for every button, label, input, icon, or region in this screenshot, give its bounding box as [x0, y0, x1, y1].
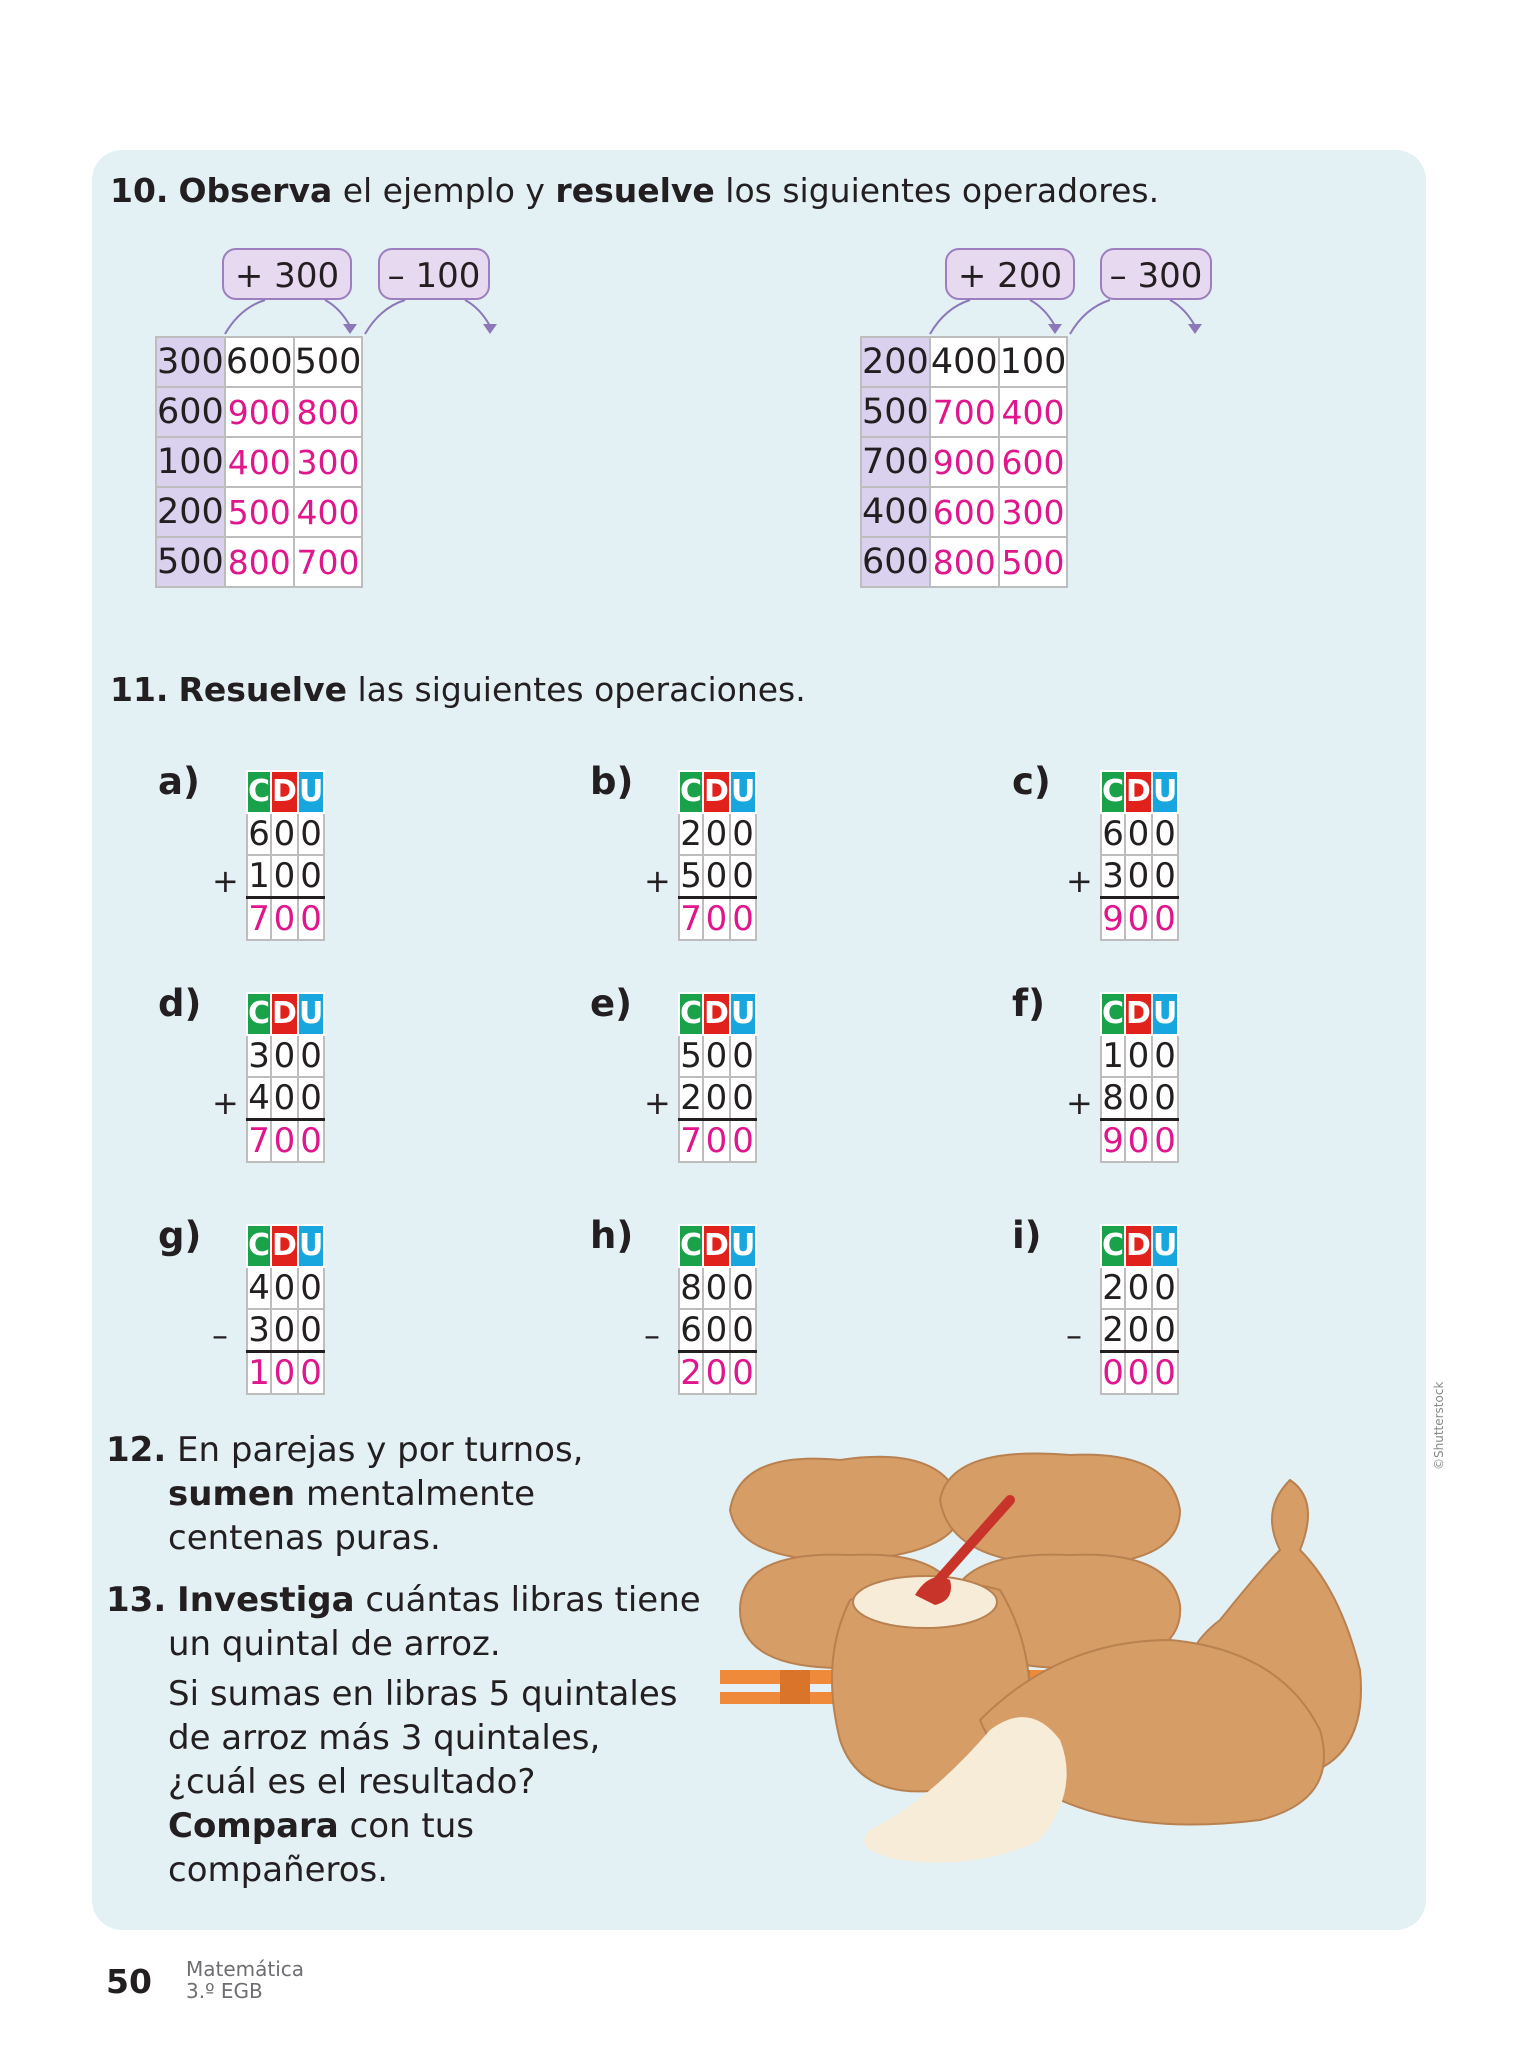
cdu-header-d: D [271, 993, 298, 1035]
second-operand-row [679, 1077, 756, 1120]
operation-sign: – [212, 1316, 228, 1354]
operator-box-1: + 200 [945, 248, 1075, 300]
operation-label: g) [158, 1214, 202, 1257]
cdu-header-c: C [1101, 993, 1125, 1035]
digit-cell: 1 [248, 1353, 270, 1393]
digit-cell: 0 [1125, 898, 1152, 941]
example-cell: 600 [225, 337, 294, 387]
digit-cell: 0 [271, 898, 298, 941]
ex13-line3: Si sumas en libras 5 quintales [168, 1674, 678, 1714]
digit-cell: 0 [1152, 855, 1178, 898]
operation-label: h) [590, 1214, 634, 1257]
operation-sign: – [644, 1316, 660, 1354]
digit-cell: 3 [1102, 856, 1124, 896]
digit-cell: 2 [680, 814, 702, 854]
table-row [861, 487, 1067, 537]
digit-cell: 0 [271, 1309, 298, 1352]
digit-cell: 0 [703, 1120, 730, 1163]
answer-cell: 400 [225, 437, 294, 487]
ex12-line3: centenas puras. [168, 1518, 441, 1558]
first-operand-row [247, 1267, 324, 1309]
digit-cell: 0 [703, 855, 730, 898]
operation-label: a) [158, 760, 200, 803]
digit-cell: 0 [703, 1352, 730, 1395]
digit-cell: 0 [1152, 898, 1178, 941]
cdu-header-d: D [1125, 771, 1152, 813]
answer-cell: 300 [999, 487, 1068, 537]
operation-label: d) [158, 982, 202, 1025]
result-row [679, 1120, 756, 1163]
ex13-bold2: Compara [168, 1806, 339, 1846]
answer-cell: 300 [294, 437, 363, 487]
digit-cell: 0 [271, 1352, 298, 1395]
cdu-header-u: U [730, 771, 756, 813]
operator-arrows [155, 298, 575, 338]
digit-cell: 0 [1125, 855, 1152, 898]
operation-sign: + [644, 1084, 671, 1122]
digit-cell: 6 [1102, 814, 1124, 854]
cdu-header-c: C [679, 771, 703, 813]
page-number: 50 [106, 1962, 152, 2001]
cdu-header-row [1101, 993, 1178, 1035]
table-row [861, 537, 1067, 587]
answer-cell: 400 [294, 487, 363, 537]
cdu-header-d: D [703, 771, 730, 813]
result-row [679, 898, 756, 941]
ex12-line1: En parejas y por turnos, [177, 1430, 584, 1470]
ex13-line6: con tus [338, 1806, 474, 1846]
cdu-header-c: C [1101, 1225, 1125, 1267]
table-row [156, 437, 362, 487]
operation-label: f) [1012, 982, 1046, 1025]
digit-cell: 0 [271, 855, 298, 898]
cdu-header-u: U [730, 1225, 756, 1267]
operation-sign: + [1066, 1084, 1093, 1122]
digit-cell: 0 [1152, 1309, 1178, 1352]
digit-cell: 7 [248, 1121, 270, 1161]
table-row [156, 537, 362, 587]
digit-cell: 0 [703, 1077, 730, 1120]
input-cell: 300 [156, 337, 225, 387]
second-operand-row [679, 855, 756, 898]
cdu-header-c: C [247, 1225, 271, 1267]
operation-sign: + [212, 862, 239, 900]
ex13-text [106, 1578, 701, 1892]
digit-cell: 4 [248, 1078, 270, 1118]
example-cell: 500 [294, 337, 363, 387]
cdu-grid [1100, 1224, 1179, 1395]
digit-cell: 5 [680, 1036, 702, 1076]
table-row [861, 387, 1067, 437]
cdu-grid [1100, 992, 1179, 1163]
cdu-header-u: U [1152, 993, 1178, 1035]
cdu-header-c: C [679, 993, 703, 1035]
ex12-number: 12. [106, 1430, 167, 1470]
cdu-header-row [679, 993, 756, 1035]
digit-cell: 0 [703, 898, 730, 941]
first-operand-row [1101, 1035, 1178, 1077]
cdu-header-row [1101, 771, 1178, 813]
digit-cell: 0 [271, 1035, 298, 1077]
digit-cell: 1 [248, 856, 270, 896]
digit-cell: 0 [1152, 1120, 1178, 1163]
digit-cell: 0 [703, 1267, 730, 1309]
operator-box-1: + 300 [222, 248, 352, 300]
table-row [156, 387, 362, 437]
table-row [861, 437, 1067, 487]
input-cell: 700 [861, 437, 930, 487]
result-row [1101, 898, 1178, 941]
cdu-header-c: C [679, 1225, 703, 1267]
digit-cell: 6 [680, 1310, 702, 1350]
second-operand-row [1101, 1309, 1178, 1352]
digit-cell: 0 [271, 813, 298, 855]
cdu-header-u: U [298, 993, 324, 1035]
digit-cell: 7 [680, 899, 702, 939]
rice-sacks-illustration [700, 1440, 1420, 1900]
ex11-bold1: Resuelve [178, 670, 347, 709]
input-cell: 600 [861, 537, 930, 587]
photo-credit: ©Shutterstock [1432, 1381, 1446, 1470]
ex13-line5: ¿cuál es el resultado? [168, 1762, 536, 1802]
answer-cell: 900 [930, 437, 999, 487]
ex13-line2: un quintal de arroz. [168, 1624, 501, 1664]
first-operand-row [679, 1267, 756, 1309]
digit-cell: 0 [1125, 1352, 1152, 1395]
subject-name: Matemática [186, 1957, 305, 1981]
digit-cell: 0 [1125, 1077, 1152, 1120]
digit-cell: 0 [1125, 1267, 1152, 1309]
cdu-grid [678, 992, 757, 1163]
example-cell: 400 [930, 337, 999, 387]
operation-label: e) [590, 982, 633, 1025]
digit-cell: 0 [271, 1077, 298, 1120]
answer-cell: 800 [930, 537, 999, 587]
answer-cell: 600 [999, 437, 1068, 487]
ex10-bold2: resuelve [555, 171, 715, 210]
digit-cell: 0 [271, 1267, 298, 1309]
ex13-line7: compañeros. [168, 1850, 389, 1890]
second-operand-row [247, 1077, 324, 1120]
digit-cell: 0 [1152, 1077, 1178, 1120]
cdu-header-row [247, 1225, 324, 1267]
digit-cell: 0 [298, 855, 324, 898]
answer-cell: 700 [294, 537, 363, 587]
second-operand-row [247, 1309, 324, 1352]
digit-cell: 0 [298, 898, 324, 941]
digit-cell: 2 [680, 1078, 702, 1118]
digit-cell: 0 [730, 813, 756, 855]
digit-cell: 4 [248, 1268, 270, 1308]
answer-cell: 800 [225, 537, 294, 587]
digit-cell: 0 [730, 1309, 756, 1352]
cdu-header-d: D [703, 993, 730, 1035]
digit-cell: 6 [248, 814, 270, 854]
cdu-header-row [247, 993, 324, 1035]
input-cell: 500 [156, 537, 225, 587]
digit-cell: 0 [730, 855, 756, 898]
operator-box-2: – 100 [378, 248, 490, 300]
digit-cell: 0 [1152, 1352, 1178, 1395]
digit-cell: 0 [1152, 1035, 1178, 1077]
ex11-heading [110, 670, 806, 710]
ex10-number: 10. [110, 171, 169, 210]
operation-label: c) [1012, 760, 1051, 803]
answer-cell: 800 [294, 387, 363, 437]
digit-cell: 0 [298, 1077, 324, 1120]
ex12-line2: mentalmente [295, 1474, 535, 1514]
ex13-bold1: Investiga [177, 1580, 355, 1620]
digit-cell: 0 [703, 813, 730, 855]
ex11-text1: las siguientes operaciones. [346, 670, 806, 709]
digit-cell: 8 [1102, 1078, 1124, 1118]
answer-cell: 400 [999, 387, 1068, 437]
first-operand-row [247, 813, 324, 855]
digit-cell: 0 [298, 1352, 324, 1395]
answer-cell: 500 [225, 487, 294, 537]
table-row [156, 337, 362, 387]
operator-grid [860, 336, 1068, 588]
cdu-grid [246, 770, 325, 941]
digit-cell: 0 [730, 1352, 756, 1395]
cdu-grid [678, 1224, 757, 1395]
digit-cell: 0 [298, 813, 324, 855]
input-cell: 100 [156, 437, 225, 487]
digit-cell: 9 [1102, 1121, 1124, 1161]
digit-cell: 2 [1102, 1268, 1124, 1308]
ex10-text2: los siguientes operadores. [714, 171, 1160, 210]
input-cell: 200 [861, 337, 930, 387]
input-cell: 400 [861, 487, 930, 537]
digit-cell: 2 [1102, 1310, 1124, 1350]
operation-sign: – [1066, 1316, 1082, 1354]
digit-cell: 0 [271, 1120, 298, 1163]
digit-cell: 5 [680, 856, 702, 896]
digit-cell: 0 [730, 1120, 756, 1163]
digit-cell: 8 [680, 1268, 702, 1308]
operator-box-2: – 300 [1100, 248, 1212, 300]
digit-cell: 0 [1125, 1120, 1152, 1163]
second-operand-row [1101, 855, 1178, 898]
operation-label: b) [590, 760, 634, 803]
digit-cell: 0 [1152, 813, 1178, 855]
digit-cell: 3 [248, 1036, 270, 1076]
first-operand-row [1101, 1267, 1178, 1309]
result-row [679, 1352, 756, 1395]
digit-cell: 0 [1125, 1035, 1152, 1077]
result-row [247, 1120, 324, 1163]
subject-info [186, 1958, 304, 2002]
cdu-header-c: C [247, 771, 271, 813]
ex10-heading [110, 171, 1159, 211]
operation-sign: + [644, 862, 671, 900]
operation-sign: + [212, 1084, 239, 1122]
cdu-grid [1100, 770, 1179, 941]
operator-arrows [860, 298, 1280, 338]
cdu-grid [246, 1224, 325, 1395]
answer-cell: 900 [225, 387, 294, 437]
second-operand-row [679, 1309, 756, 1352]
second-operand-row [247, 855, 324, 898]
digit-cell: 0 [1125, 813, 1152, 855]
first-operand-row [247, 1035, 324, 1077]
digit-cell: 9 [1102, 899, 1124, 939]
digit-cell: 0 [1102, 1353, 1124, 1393]
answer-cell: 700 [930, 387, 999, 437]
digit-cell: 0 [730, 1035, 756, 1077]
ex10-text1: el ejemplo y [332, 171, 556, 210]
digit-cell: 0 [703, 1035, 730, 1077]
cdu-header-d: D [271, 771, 298, 813]
ex13-line1: cuántas libras tiene [354, 1580, 701, 1620]
digit-cell: 7 [248, 899, 270, 939]
cdu-header-u: U [1152, 1225, 1178, 1267]
table-row [861, 337, 1067, 387]
ex12-text [106, 1428, 584, 1560]
cdu-header-c: C [247, 993, 271, 1035]
answer-cell: 600 [930, 487, 999, 537]
ex11-number: 11. [110, 670, 169, 709]
answer-cell: 500 [999, 537, 1068, 587]
digit-cell: 1 [1102, 1036, 1124, 1076]
grade-label: 3.º EGB [186, 1979, 263, 2003]
result-row [1101, 1120, 1178, 1163]
digit-cell: 0 [298, 1120, 324, 1163]
digit-cell: 0 [703, 1309, 730, 1352]
operator-grid [155, 336, 363, 588]
input-cell: 200 [156, 487, 225, 537]
digit-cell: 0 [1152, 1267, 1178, 1309]
result-row [247, 898, 324, 941]
digit-cell: 0 [298, 1267, 324, 1309]
cdu-header-row [679, 1225, 756, 1267]
input-cell: 500 [861, 387, 930, 437]
operation-label: i) [1012, 1214, 1042, 1257]
cdu-header-u: U [1152, 771, 1178, 813]
cdu-header-c: C [1101, 771, 1125, 813]
input-cell: 600 [156, 387, 225, 437]
cdu-header-u: U [298, 1225, 324, 1267]
result-row [1101, 1352, 1178, 1395]
digit-cell: 2 [680, 1353, 702, 1393]
result-row [247, 1352, 324, 1395]
digit-cell: 0 [1125, 1309, 1152, 1352]
cdu-grid [678, 770, 757, 941]
cdu-header-row [679, 771, 756, 813]
ex13-line4: de arroz más 3 quintales, [168, 1718, 601, 1758]
cdu-header-d: D [1125, 1225, 1152, 1267]
ex12-bold: sumen [168, 1474, 296, 1514]
ex10-bold1: Observa [178, 171, 333, 210]
cdu-header-row [1101, 1225, 1178, 1267]
first-operand-row [679, 1035, 756, 1077]
operation-sign: + [1066, 862, 1093, 900]
first-operand-row [679, 813, 756, 855]
digit-cell: 0 [730, 898, 756, 941]
cdu-header-u: U [730, 993, 756, 1035]
cdu-header-d: D [703, 1225, 730, 1267]
cdu-header-d: D [271, 1225, 298, 1267]
digit-cell: 0 [730, 1267, 756, 1309]
digit-cell: 3 [248, 1310, 270, 1350]
cdu-header-u: U [298, 771, 324, 813]
first-operand-row [1101, 813, 1178, 855]
ex13-number: 13. [106, 1580, 167, 1620]
cdu-grid [246, 992, 325, 1163]
table-row [156, 487, 362, 537]
cdu-header-row [247, 771, 324, 813]
digit-cell: 0 [298, 1035, 324, 1077]
digit-cell: 7 [680, 1121, 702, 1161]
second-operand-row [1101, 1077, 1178, 1120]
example-cell: 100 [999, 337, 1068, 387]
digit-cell: 0 [298, 1309, 324, 1352]
digit-cell: 0 [730, 1077, 756, 1120]
cdu-header-d: D [1125, 993, 1152, 1035]
